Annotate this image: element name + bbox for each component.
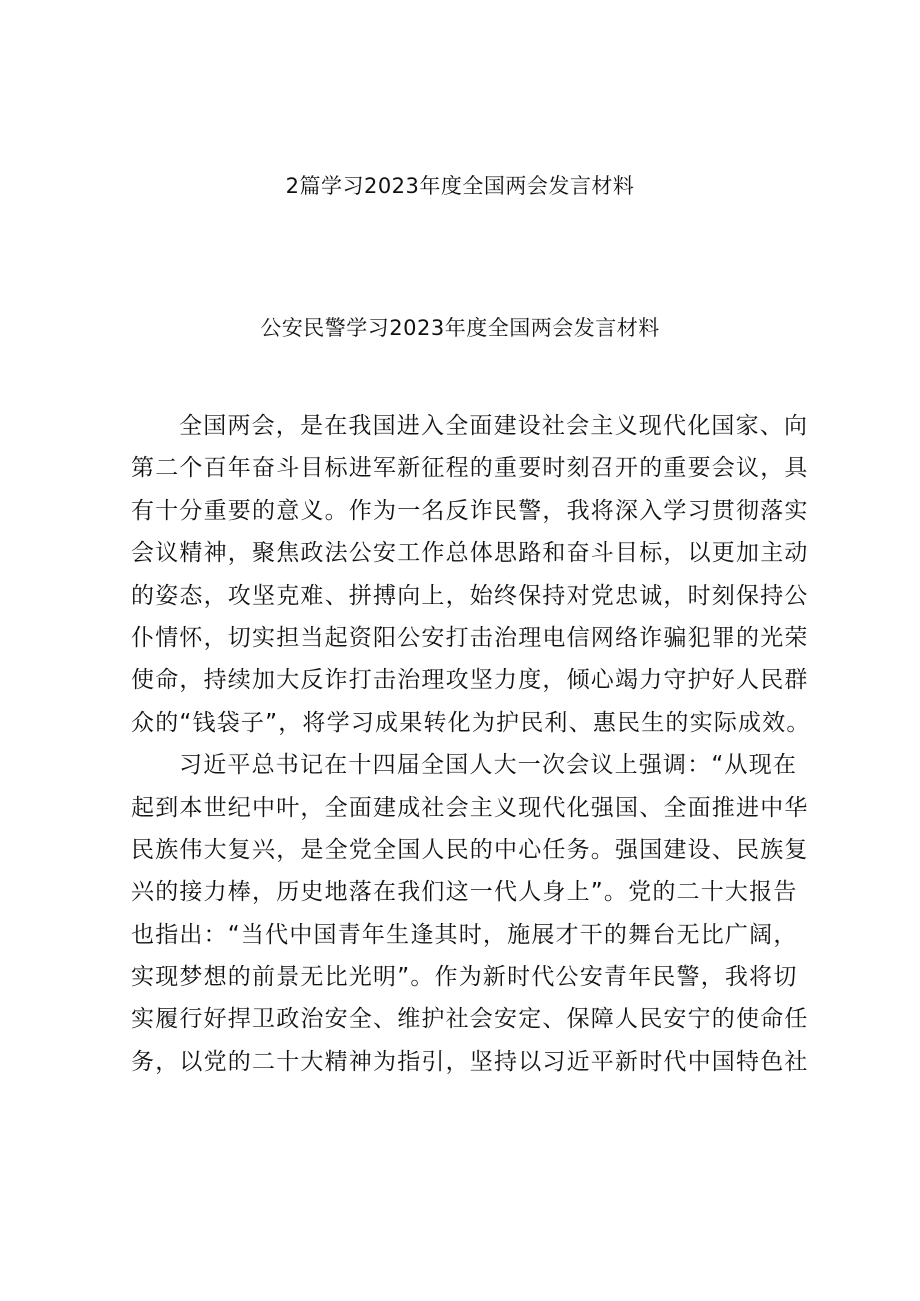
paragraph-line: 仆情怀，切实担当起资阳公安打击治理电信网络诈骗犯罪的光荣 [131,624,809,651]
paragraph-line: 起到本世纪中叶，全面建成社会主义现代化强国、全面推进中华 [131,794,809,821]
paragraph-line: 务，以党的二十大精神为指引，坚持以习近平新时代中国特色社 [131,1048,809,1075]
paragraph-line: 全国两会，是在我国进入全面建设社会主义现代化国家、向 [179,413,809,439]
paragraph-line: 的姿态，攻坚克难、拼搏向上，始终保持对党忠诚，时刻保持公 [131,582,809,609]
document-body [131,405,811,1083]
paragraph-line: 实现梦想的前景无比光明”。作为新时代公安青年民警，我将切 [131,964,798,991]
document-title: 2篇学习2023年度全国两会发言材料 [285,174,635,198]
paragraph-line: 有十分重要的意义。作为一名反诈民警，我将深入学习贯彻落实 [131,497,809,524]
paragraph-line: 众的“钱袋子”，将学习成果转化为护民利、惠民生的实际成效。 [131,709,811,736]
paragraph-line: 实履行好捍卫政治安全、维护社会安定、保障人民安宁的使命任 [131,1006,809,1033]
paragraph-line: 习近平总书记在十四届全国人大一次会议上强调：“从现在 [179,752,798,779]
paragraph-line: 也指出：“当代中国青年生逢其时，施展才干的舞台无比广阔， [131,921,798,948]
paragraph-1 [131,405,811,744]
paragraph-line: 兴的接力棒，历史地落在我们这一代人身上”。党的二十大报告 [131,879,798,906]
paragraph-2 [131,744,809,1083]
paragraph-line: 第二个百年奋斗目标进军新征程的重要时刻召开的重要会议，具 [131,455,809,482]
paragraph-line: 会议精神，聚焦政法公安工作总体思路和奋斗目标，以更加主动 [131,540,809,567]
paragraph-line: 民族伟大复兴，是全党全国人民的中心任务。强国建设、民族复 [131,836,809,863]
section-title: 公安民警学习2023年度全国两会发言材料 [260,316,660,340]
paragraph-line: 使命，持续加大反诈打击治理攻坚力度，倾心竭力守护好人民群 [131,667,809,694]
